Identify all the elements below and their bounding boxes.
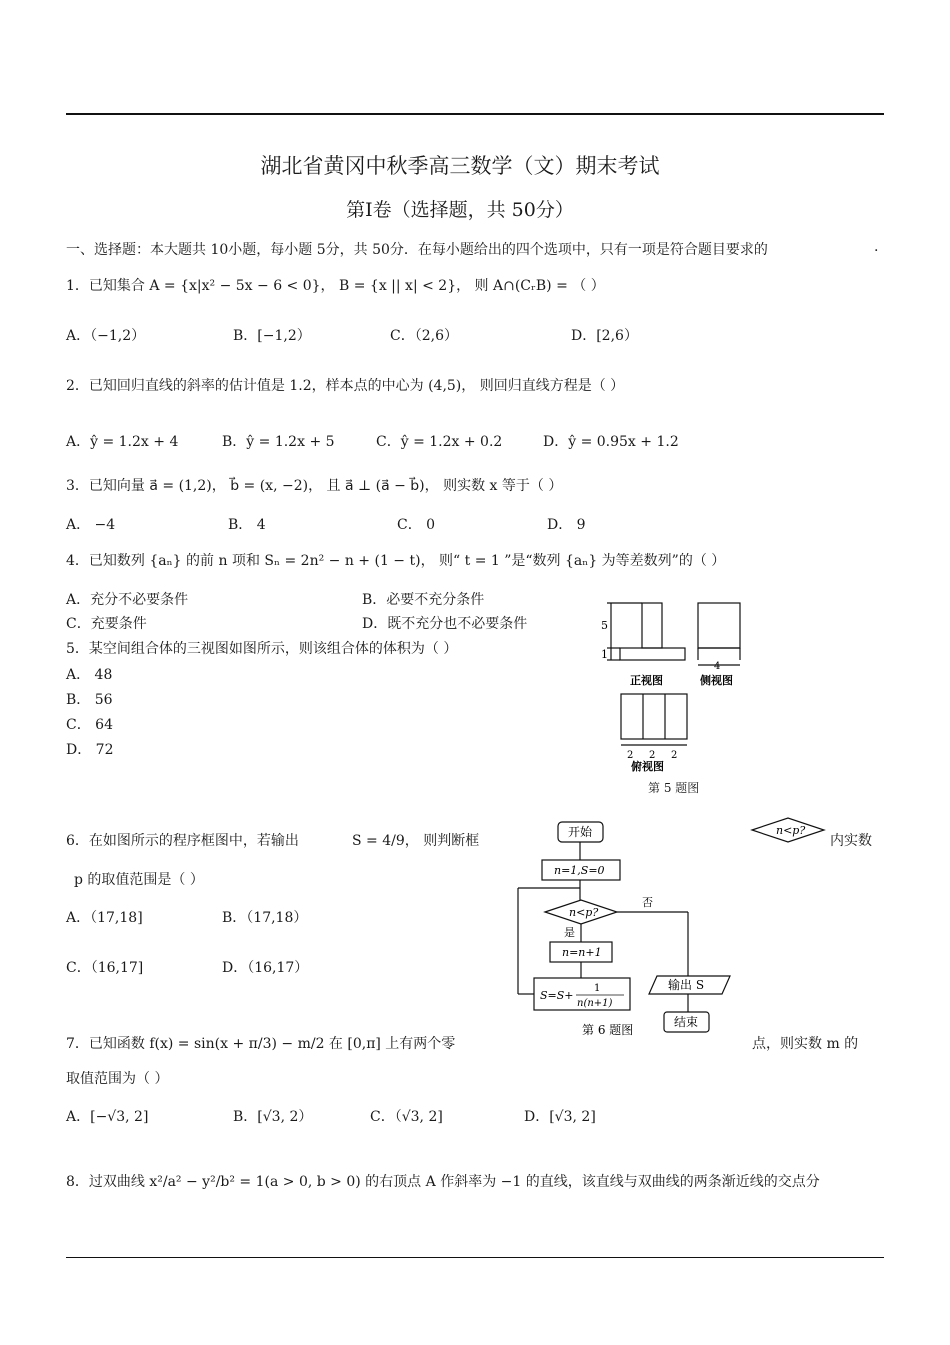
inline-diamond-text: n<p? [776,824,806,837]
q2-stem: 2．已知回归直线的斜率的估计值是 1.2，样本点的中心为 (4,5)， 则回归直线方程是（ ） [66,378,625,394]
flow-start: 开始 [568,825,593,839]
q5-three-view-figure [595,596,755,796]
q4-option-b: B．必要不充分条件 [362,592,485,608]
page-title: 湖北省黄冈中秋季高三数学（文）期末考试 [260,154,660,178]
q2-option-c: C．ŷ = 1.2x + 0.2 [376,434,503,450]
top-rule [66,113,884,115]
q5-figure-caption: 第 5 题图 [648,781,700,795]
q6-option-d: D．（16,17） [222,960,309,976]
flow-sum-den: n(n+1) [577,998,613,1009]
q5-option-b: B． 56 [66,692,113,708]
flow-cond: n<p? [569,906,599,919]
q3-option-d: D． 9 [547,517,586,533]
q1-option-b: B．[−1,2） [233,328,311,344]
q4-stem: 4．已知数列 {aₙ} 的前 n 项和 Sₙ = 2n² − n + (1 − t)， 则“ t = 1 ”是“数列 {aₙ} 为等差数列”的（ ） [66,553,726,569]
q1-option-a: A．（−1,2） [66,328,146,344]
dim-1-label: 1 [601,648,608,661]
flow-sum-num: 1 [594,983,601,994]
inline-decision-diamond [750,816,826,844]
dim-2a-label: 2 [627,750,634,761]
q6-stem-line2: p 的取值范围是（ ） [74,872,204,888]
q1-option-d: D．[2,6） [571,328,638,344]
q4-option-a: A．充分不必要条件 [66,592,189,608]
q7-option-d: D．[√3, 2] [524,1109,596,1125]
q3-option-b: B． 4 [228,517,266,533]
q7-option-b: B．[√3, 2） [233,1109,313,1125]
instructions-period: . [874,239,879,255]
q1-stem: 1．已知集合 A = {x|x² − 5x − 6 < 0}， B = {x || x| < 2}， 则 A∩(CᵣB) = （ ） [66,278,605,294]
q5-option-a: A． 48 [66,667,113,683]
q6-stem-mid: S = 4/9， 则判断框 [352,833,480,849]
q6-stem-right: 内实数 [830,833,872,849]
flow-end: 结束 [674,1015,699,1029]
flow-init: n=1,S=0 [554,864,605,877]
q8-stem: 8．过双曲线 x²/a² − y²/b² = 1(a > 0, b > 0) 的右顶点 A 作斜率为 −1 的直线，该直线与双曲线的两条渐近线的交点分 [66,1174,820,1190]
q3-option-a: A． −4 [66,517,116,533]
dim-2b-label: 2 [649,750,656,761]
flow-caption: 第 6 题图 [582,1023,634,1037]
q7-stem-right: 点，则实数 m 的 [752,1036,859,1052]
flow-sum-left: S=S+ [540,989,574,1002]
q2-option-a: A．ŷ = 1.2x + 4 [66,434,179,450]
q5-stem: 5．某空间组合体的三视图如图所示，则该组合体的体积为（ ） [66,641,458,657]
top-view-label: 俯视图 [631,760,664,773]
q2-option-d: D．ŷ = 0.95x + 1.2 [543,434,679,450]
q5-option-c: C． 64 [66,717,113,733]
section-title: 第Ⅰ卷（选择题，共 50分） [346,199,574,221]
q7-stem-line2: 取值范围为（ ） [66,1071,169,1087]
front-view [607,603,685,660]
front-view-label: 正视图 [630,674,663,687]
q6-option-a: A．（17,18] [66,910,143,926]
flow-yes-label: 是 [564,926,575,939]
q3-stem: 3．已知向量 a⃗ = (1,2)， b⃗ = (x, −2)， 且 a⃗ ⊥ (a⃗ − b⃗)， 则实数 x 等于（ ） [66,478,563,494]
flow-no-label: 否 [642,896,653,909]
instructions: 一、选择题：本大题共 10小题，每小题 5分，共 50分．在每小题给出的四个选项中，只有一项是符合题目要求的 [66,242,768,258]
dim-5-label: 5 [601,619,608,632]
top-view [621,694,687,745]
dim-4-label: 4 [714,661,721,672]
q3-option-c: C． 0 [397,517,436,533]
q7-option-a: A．[−√3, 2] [66,1109,149,1125]
q7-stem-left: 7．已知函数 f(x) = sin(x + π/3) − m/2 在 [0,π] 上有两个零 [66,1036,456,1052]
q5-option-d: D． 72 [66,742,114,758]
q1-option-c: C．（2,6） [390,328,458,344]
q6-option-c: C．（16,17] [66,960,144,976]
bottom-rule [66,1257,884,1258]
side-view [698,603,740,665]
side-view-label: 侧视图 [700,674,733,687]
flow-output: 输出 S [668,978,705,992]
q6-flowchart [512,818,737,1040]
q7-option-c: C．（√3, 2] [370,1109,443,1125]
q2-option-b: B．ŷ = 1.2x + 5 [222,434,335,450]
q4-option-d: D．既不充分也不必要条件 [362,616,528,632]
flow-incr: n=n+1 [562,946,602,959]
dim-2c-label: 2 [671,750,678,761]
q4-option-c: C．充要条件 [66,616,147,632]
q6-stem-left: 6．在如图所示的程序框图中，若输出 [66,833,299,849]
q6-option-b: B．（17,18） [222,910,308,926]
